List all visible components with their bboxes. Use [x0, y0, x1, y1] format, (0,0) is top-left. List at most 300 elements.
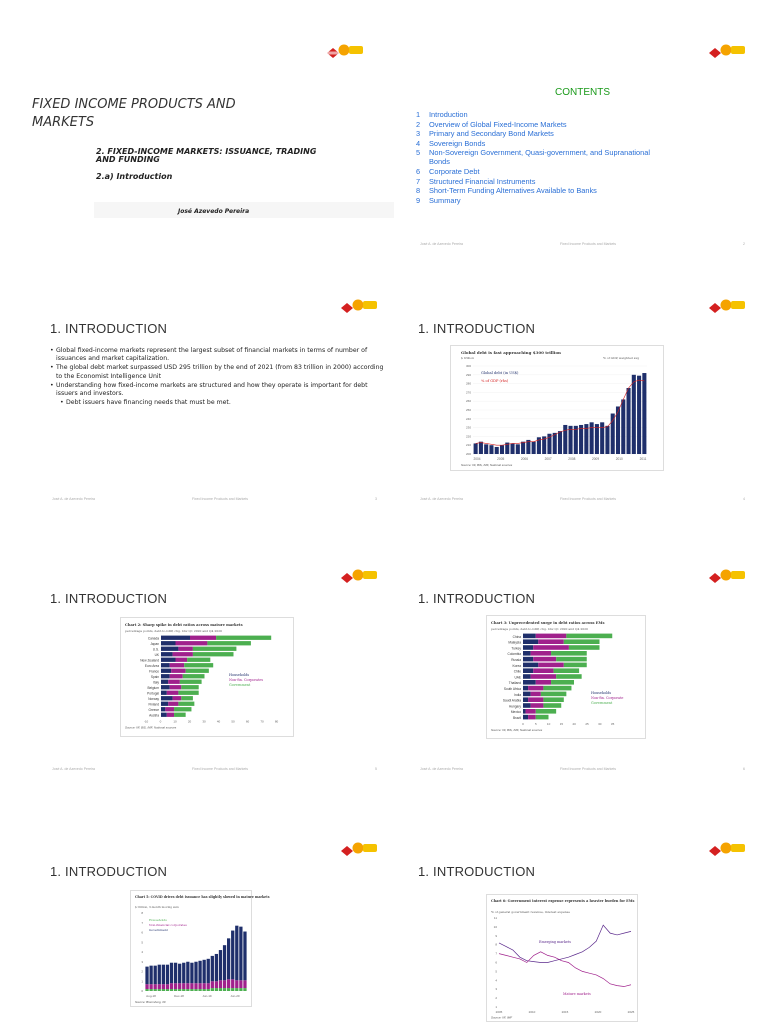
stacked-bar-segment: [523, 686, 528, 691]
global-debt-chart: [450, 345, 664, 471]
stacked-bar-segment: [162, 989, 165, 991]
slide-footer: [410, 495, 755, 505]
item-label: Primary and Secondary Bond Markets: [429, 129, 554, 139]
chart-title: Chart 2: Sharp spike in debt ratios across mature markets: [125, 623, 243, 627]
item-label: Introduction: [429, 110, 468, 119]
stacked-bar-segment: [526, 709, 536, 714]
stacked-bar-segment: [239, 980, 242, 988]
y-tick-label: 10: [493, 924, 497, 929]
debt-bar: [563, 425, 567, 454]
legend-entry: Households: [229, 673, 250, 677]
category-label: Italy: [153, 680, 159, 685]
category-label: UK: [154, 653, 159, 657]
stacked-bar-segment: [145, 984, 148, 989]
stacked-bar-segment: [523, 663, 538, 668]
legend-debt: Global debt (in US$): [481, 371, 519, 375]
stacked-bar-segment: [543, 703, 561, 708]
mature-markets-debt-chart-svg: [121, 618, 293, 736]
category-label: France: [149, 669, 159, 674]
footer-title: Fixed Income Products and Markets: [192, 767, 249, 771]
stacked-bar-segment: [193, 652, 234, 656]
stacked-bar-segment: [170, 989, 173, 991]
contents-item[interactable]: [416, 120, 656, 129]
category-label: Malaysia: [508, 640, 521, 645]
contents-item[interactable]: [416, 167, 656, 176]
stacked-bar-segment: [158, 965, 161, 985]
footer-author: José A. de Azevedo Pereira: [420, 242, 463, 246]
y-tick-label: 250: [465, 408, 471, 412]
category-label: Canada: [147, 636, 159, 641]
item-number: 3: [416, 129, 421, 139]
stacked-bar-segment: [158, 989, 161, 991]
stacked-bar-segment: [235, 980, 238, 988]
stacked-bar-segment: [538, 639, 564, 644]
category-label: South Africa: [503, 687, 521, 691]
debt-bar: [516, 444, 520, 454]
em-debt-chart: [486, 615, 646, 739]
stacked-bar-segment: [161, 669, 171, 673]
stacked-bar-segment: [182, 989, 185, 991]
slide-title: 1. INTRODUCTION: [418, 321, 536, 336]
footer-title: Fixed Income Products and Markets: [192, 497, 249, 501]
x-tick-label: 2007: [544, 457, 552, 461]
x-tick-label: 2011: [639, 457, 647, 461]
stacked-bar-segment: [178, 964, 181, 984]
stacked-bar-segment: [215, 981, 218, 988]
category-label: China: [512, 634, 521, 639]
stacked-bar-segment: [523, 674, 531, 679]
footer-title: Fixed Income Products and Markets: [560, 497, 617, 501]
slide-8[interactable]: [410, 838, 755, 1024]
y-tick-label: 6: [141, 930, 143, 935]
y-tick-label: 5: [495, 969, 497, 974]
y-tick-label: 290: [465, 372, 471, 377]
item-label: Summary: [429, 195, 461, 205]
stacked-bar-segment: [243, 980, 246, 988]
y-tick-label: 1: [141, 979, 143, 984]
slide-5[interactable]: [42, 565, 387, 775]
slide-2[interactable]: [410, 40, 755, 250]
slide-footer: [410, 240, 755, 250]
mature-markets-debt-chart: [120, 617, 294, 737]
contents-item[interactable]: [416, 196, 656, 205]
covid-issuance-chart-svg: [131, 891, 270, 1006]
stacked-bar-segment: [198, 983, 201, 989]
debt-bar: [511, 443, 515, 454]
stacked-bar-segment: [186, 669, 209, 673]
slide-3[interactable]: [42, 295, 387, 505]
category-label: Austria: [149, 713, 159, 718]
stacked-bar-segment: [528, 715, 536, 720]
legend-entry: Government: [149, 928, 168, 932]
bullet-item: • Global fixed-income markets represent the largest subset of financial markets in terms of number of issuances and market capitalization.: [50, 347, 385, 363]
footer-page-number: 2: [743, 242, 745, 246]
chart-title: Chart 5: COVID drives debt issuance has slightly slowed in mature markets: [135, 895, 270, 899]
x-tick-label: 2005: [497, 457, 505, 461]
x-tick-label: 60: [245, 719, 250, 724]
stacked-bar-segment: [161, 636, 190, 640]
y-tick-label: 240: [465, 416, 471, 421]
legend-entry: Households: [149, 918, 167, 922]
debt-bar: [484, 444, 488, 454]
debt-bar: [500, 445, 504, 454]
debt-bar: [489, 445, 493, 454]
debt-bar: [642, 373, 646, 454]
chart-source: Source: IIF, BIS, IMF, National sources: [491, 728, 543, 732]
x-tick-label: 20: [572, 722, 576, 726]
stacked-bar-segment: [207, 959, 210, 983]
x-tick-label: 0: [159, 719, 162, 724]
stacked-bar-segment: [161, 702, 168, 706]
stacked-bar-segment: [198, 989, 201, 991]
category-label: Turkey: [511, 646, 521, 651]
y-tick-label: 5: [141, 940, 143, 945]
legend-entry: Government: [229, 683, 251, 687]
stacked-bar-segment: [190, 983, 193, 989]
x-tick-label: Jun-19: [202, 994, 212, 998]
stacked-bar-segment: [182, 963, 185, 983]
slide-footer: [42, 765, 387, 775]
stacked-bar-segment: [161, 713, 167, 717]
contents-list: [416, 110, 656, 205]
stacked-bar-segment: [178, 691, 198, 695]
x-tick-label: 10: [173, 719, 177, 724]
stacked-bar-segment: [231, 988, 234, 991]
stacked-bar-segment: [178, 989, 181, 991]
x-tick-label: 2009: [592, 457, 600, 461]
debt-bar: [637, 376, 641, 454]
y-axis-label: $ trillion: [461, 356, 475, 360]
x-tick-label: 2006: [520, 457, 528, 461]
stacked-bar-segment: [223, 988, 226, 991]
stacked-bar-segment: [551, 651, 587, 656]
y-tick-label: 9: [495, 933, 497, 938]
chart-title: Chart 3: Unprecedented surge in debt ratios across EMs: [491, 621, 605, 625]
y-tick-label: 4: [141, 950, 143, 954]
stacked-bar-segment: [182, 983, 185, 989]
stacked-bar-segment: [211, 956, 214, 981]
stacked-bar-segment: [543, 697, 563, 702]
stacked-bar-segment: [556, 674, 582, 679]
stacked-bar-segment: [183, 674, 205, 678]
item-number: 7: [416, 176, 421, 186]
debt-bar: [605, 426, 609, 454]
stacked-bar-segment: [178, 702, 194, 706]
x-tick-label: 2010: [615, 457, 623, 461]
stacked-bar-segment: [166, 989, 169, 991]
stacked-bar-segment: [194, 983, 197, 989]
stacked-bar-segment: [215, 988, 218, 991]
x-tick-label: Dec-18: [174, 994, 184, 998]
stacked-bar-segment: [523, 692, 531, 697]
category-label: Belgium: [147, 686, 159, 690]
category-label: Japan: [150, 642, 159, 646]
footer-page-number: 3: [375, 497, 377, 501]
debt-bar: [569, 426, 573, 454]
legend-gdp: % of GDP (rhs): [481, 379, 509, 383]
stacked-bar-segment: [158, 984, 161, 989]
y-tick-label: 1: [495, 1005, 497, 1009]
stacked-bar-segment: [149, 989, 152, 991]
x-tick-label: 10: [546, 722, 551, 726]
stacked-bar-segment: [170, 663, 185, 667]
category-label: Mexico: [510, 710, 521, 715]
stacked-bar-segment: [180, 680, 202, 684]
stacked-bar-segment: [161, 663, 170, 667]
stacked-bar-segment: [528, 697, 543, 702]
stacked-bar-segment: [173, 652, 193, 656]
x-tick-label: 2020: [594, 1010, 602, 1014]
chart-subtitle: percentage points, debt-to-GDP, chg. btw Q1 2020 and Q4 2020: [491, 627, 588, 631]
stacked-bar-segment: [174, 963, 177, 983]
contents-item[interactable]: [416, 110, 656, 119]
x-tick-label: Jun-20: [230, 994, 240, 998]
stacked-bar-segment: [176, 658, 188, 662]
stacked-bar-segment: [533, 657, 556, 662]
stacked-bar-segment: [538, 663, 564, 668]
stacked-bar-segment: [167, 713, 174, 717]
stacked-bar-segment: [186, 983, 189, 989]
stacked-bar-segment: [523, 651, 531, 656]
covid-issuance-chart: [130, 890, 270, 1007]
x-tick-label: 50: [231, 719, 235, 724]
category-label: Norway: [148, 697, 159, 701]
footer-title: Fixed Income Products and Markets: [560, 767, 617, 771]
y2-axis-label: % of GDP, weighted avg: [603, 356, 640, 360]
mature-markets-line: [499, 952, 631, 987]
stacked-bar-segment: [161, 658, 176, 662]
slide-title: 1. INTRODUCTION: [50, 321, 168, 336]
y-tick-label: 3: [141, 959, 143, 964]
stacked-bar-segment: [556, 657, 587, 662]
contents-item[interactable]: [416, 129, 656, 138]
stacked-bar-segment: [566, 634, 612, 639]
category-label: Brazil: [513, 716, 521, 720]
stacked-bar-segment: [168, 702, 178, 706]
y-tick-label: 8: [141, 911, 143, 915]
contents-heading: CONTENTS: [555, 87, 610, 98]
stacked-bar-segment: [235, 926, 238, 981]
stacked-bar-segment: [178, 647, 193, 651]
stacked-bar-segment: [145, 967, 148, 985]
stacked-bar-segment: [161, 680, 168, 684]
series-label: Emerging markets: [539, 940, 572, 944]
legend-entry: Government: [591, 701, 613, 705]
slide-footer: [410, 765, 755, 775]
stacked-bar-segment: [243, 988, 246, 991]
stacked-bar-segment: [161, 691, 167, 695]
stacked-bar-segment: [219, 980, 222, 988]
legend-entry: Households: [591, 691, 612, 695]
chart-title: Chart 6: Government interest expense represents a heavier burden for EMs: [491, 899, 635, 903]
stacked-bar-segment: [168, 680, 180, 684]
stacked-bar-segment: [187, 658, 210, 662]
stacked-bar-segment: [161, 641, 176, 645]
y-tick-label: 6: [495, 960, 497, 965]
contents-item[interactable]: [416, 186, 656, 195]
stacked-bar-segment: [161, 652, 173, 656]
stacked-bar-segment: [227, 979, 230, 988]
stacked-bar-segment: [564, 663, 587, 668]
x-tick-label: 5: [534, 722, 537, 726]
contents-item[interactable]: [416, 139, 656, 148]
footer-author: José A. de Azevedo Pereira: [52, 497, 95, 501]
item-number: 4: [416, 138, 421, 148]
x-tick-label: 25: [585, 722, 589, 726]
legend-entry: Non-financial corporates: [149, 923, 187, 927]
y-tick-label: 7: [141, 920, 143, 925]
stacked-bar-segment: [523, 668, 533, 673]
stacked-bar-segment: [170, 983, 173, 989]
stacked-bar-segment: [227, 938, 230, 979]
category-label: India: [514, 692, 521, 697]
stacked-bar-segment: [211, 988, 214, 991]
stacked-bar-segment: [569, 645, 600, 650]
chart-subtitle: % of general government revenue, interest expense: [491, 910, 570, 914]
stacked-bar-segment: [531, 674, 557, 679]
slide-6[interactable]: [410, 565, 755, 775]
footer-author: José A. de Azevedo Pereira: [52, 767, 95, 771]
category-label: Spain: [150, 675, 159, 679]
stacked-bar-segment: [223, 980, 226, 988]
stacked-bar-segment: [523, 645, 533, 650]
x-tick-label: 30: [598, 722, 602, 726]
stacked-bar-segment: [194, 989, 197, 991]
stacked-bar-segment: [186, 989, 189, 991]
chart-subtitle: percentage points, debt-to-GDP, chg. btw Q1 2020 and Q4 2020: [125, 629, 222, 633]
slide-footer: [42, 495, 387, 505]
stacked-bar-segment: [531, 692, 541, 697]
stacked-bar-segment: [161, 647, 178, 651]
stacked-bar-segment: [190, 636, 216, 640]
y-tick-label: 2: [495, 996, 497, 1001]
chart-source: Source: Bloomberg, IIF: [135, 1000, 166, 1004]
slide-4[interactable]: [410, 295, 755, 505]
category-label: Saudi Arabia: [502, 698, 521, 703]
category-label: U.S.: [152, 647, 159, 652]
stacked-bar-segment: [178, 983, 181, 989]
stacked-bar-segment: [181, 696, 193, 700]
stacked-bar-segment: [231, 931, 234, 980]
y-tick-label: 11: [493, 916, 497, 920]
stacked-bar-segment: [174, 713, 186, 717]
iseg-logo-icon: [707, 838, 747, 856]
slide-title: 1. INTRODUCTION: [418, 591, 536, 606]
stacked-bar-segment: [161, 696, 173, 700]
bullet-list: [50, 347, 385, 408]
category-label: Korea: [512, 663, 521, 668]
contents-item[interactable]: [416, 148, 656, 166]
y-tick-label: 3: [495, 987, 497, 992]
stacked-bar-segment: [239, 988, 242, 991]
category-label: Euro Area: [144, 664, 159, 668]
stacked-bar-segment: [533, 645, 569, 650]
slide-1[interactable]: [28, 40, 373, 250]
stacked-bar-segment: [165, 707, 174, 711]
x-tick-label: 70: [260, 719, 264, 724]
bullet-item: • The global debt market surpassed USD 295 trillion by the end of 2021 (from 83 trillion in 2000) according to the Economist Intelligence Unit: [50, 364, 385, 380]
category-label: UAE: [514, 675, 521, 680]
y-tick-label: 300: [465, 364, 471, 368]
stacked-bar-segment: [528, 686, 543, 691]
y-tick-label: 4: [495, 978, 497, 983]
chart-source: Source: IIF, IMF: [491, 1015, 513, 1020]
slide-7[interactable]: [42, 838, 387, 1024]
item-label: Corporate Debt: [429, 166, 480, 176]
item-label: Structured Financial Instruments: [429, 176, 536, 186]
stacked-bar-segment: [551, 680, 574, 685]
x-tick-label: Aug-18: [146, 994, 156, 998]
iseg-logo-icon: [325, 40, 365, 58]
x-tick-label: 2025: [627, 1010, 635, 1014]
y-tick-label: 2: [141, 969, 143, 974]
item-label: Non-Sovereign Government, Quasi-government, and Supranational Bonds: [429, 148, 651, 167]
y-tick-label: 260: [465, 399, 471, 404]
y-tick-label: 280: [465, 381, 471, 386]
stacked-bar-segment: [531, 651, 551, 656]
iseg-logo-icon: [707, 295, 747, 313]
stacked-bar-segment: [154, 984, 157, 989]
stacked-bar-segment: [541, 692, 567, 697]
stacked-bar-segment: [170, 685, 182, 689]
stacked-bar-segment: [543, 686, 571, 691]
stacked-bar-segment: [219, 988, 222, 991]
x-tick-label: 2005: [495, 1010, 503, 1014]
stacked-bar-segment: [203, 983, 206, 989]
y-tick-label: 230: [465, 425, 471, 430]
category-label: New Zealand: [140, 658, 159, 663]
legend-entry: Non-fin. Corporate: [591, 696, 624, 700]
x-tick-label: 40: [216, 719, 221, 724]
stacked-bar-segment: [536, 634, 567, 639]
x-tick-label: 30: [202, 719, 206, 724]
debt-bar: [532, 442, 536, 454]
debt-bar: [621, 399, 625, 454]
debt-bar: [479, 442, 483, 454]
stacked-bar-segment: [536, 680, 551, 685]
footer-page-number: 6: [743, 767, 745, 771]
y-tick-label: 210: [465, 443, 471, 448]
item-number: 8: [416, 186, 421, 196]
stacked-bar-segment: [533, 668, 553, 673]
stacked-bar-segment: [170, 674, 183, 678]
stacked-bar-segment: [536, 709, 556, 714]
stacked-bar-segment: [181, 685, 198, 689]
stacked-bar-segment: [174, 989, 177, 991]
stacked-bar-segment: [523, 680, 536, 685]
stacked-bar-segment: [227, 988, 230, 991]
stacked-bar-segment: [219, 950, 222, 980]
stacked-bar-segment: [531, 703, 544, 708]
interest-expense-chart: [486, 894, 638, 1022]
stacked-bar-segment: [523, 709, 526, 714]
item-number: 6: [416, 166, 421, 176]
stacked-bar-segment: [170, 963, 173, 983]
global-debt-chart-svg: [451, 346, 663, 470]
y-tick-label: 220: [465, 434, 471, 439]
stacked-bar-segment: [190, 963, 193, 983]
contents-item[interactable]: [416, 177, 656, 186]
footer-author: José A. de Azevedo Pereira: [420, 497, 463, 501]
debt-bar: [521, 442, 525, 454]
stacked-bar-segment: [523, 657, 533, 662]
debt-bar: [611, 414, 615, 454]
stacked-bar-segment: [161, 685, 170, 689]
item-label: Sovereign Bonds: [429, 138, 486, 148]
debt-bar: [474, 443, 478, 454]
chart-subtitle: $ trillion, 3-month moving sum: [135, 905, 179, 909]
stacked-bar-segment: [162, 965, 165, 985]
